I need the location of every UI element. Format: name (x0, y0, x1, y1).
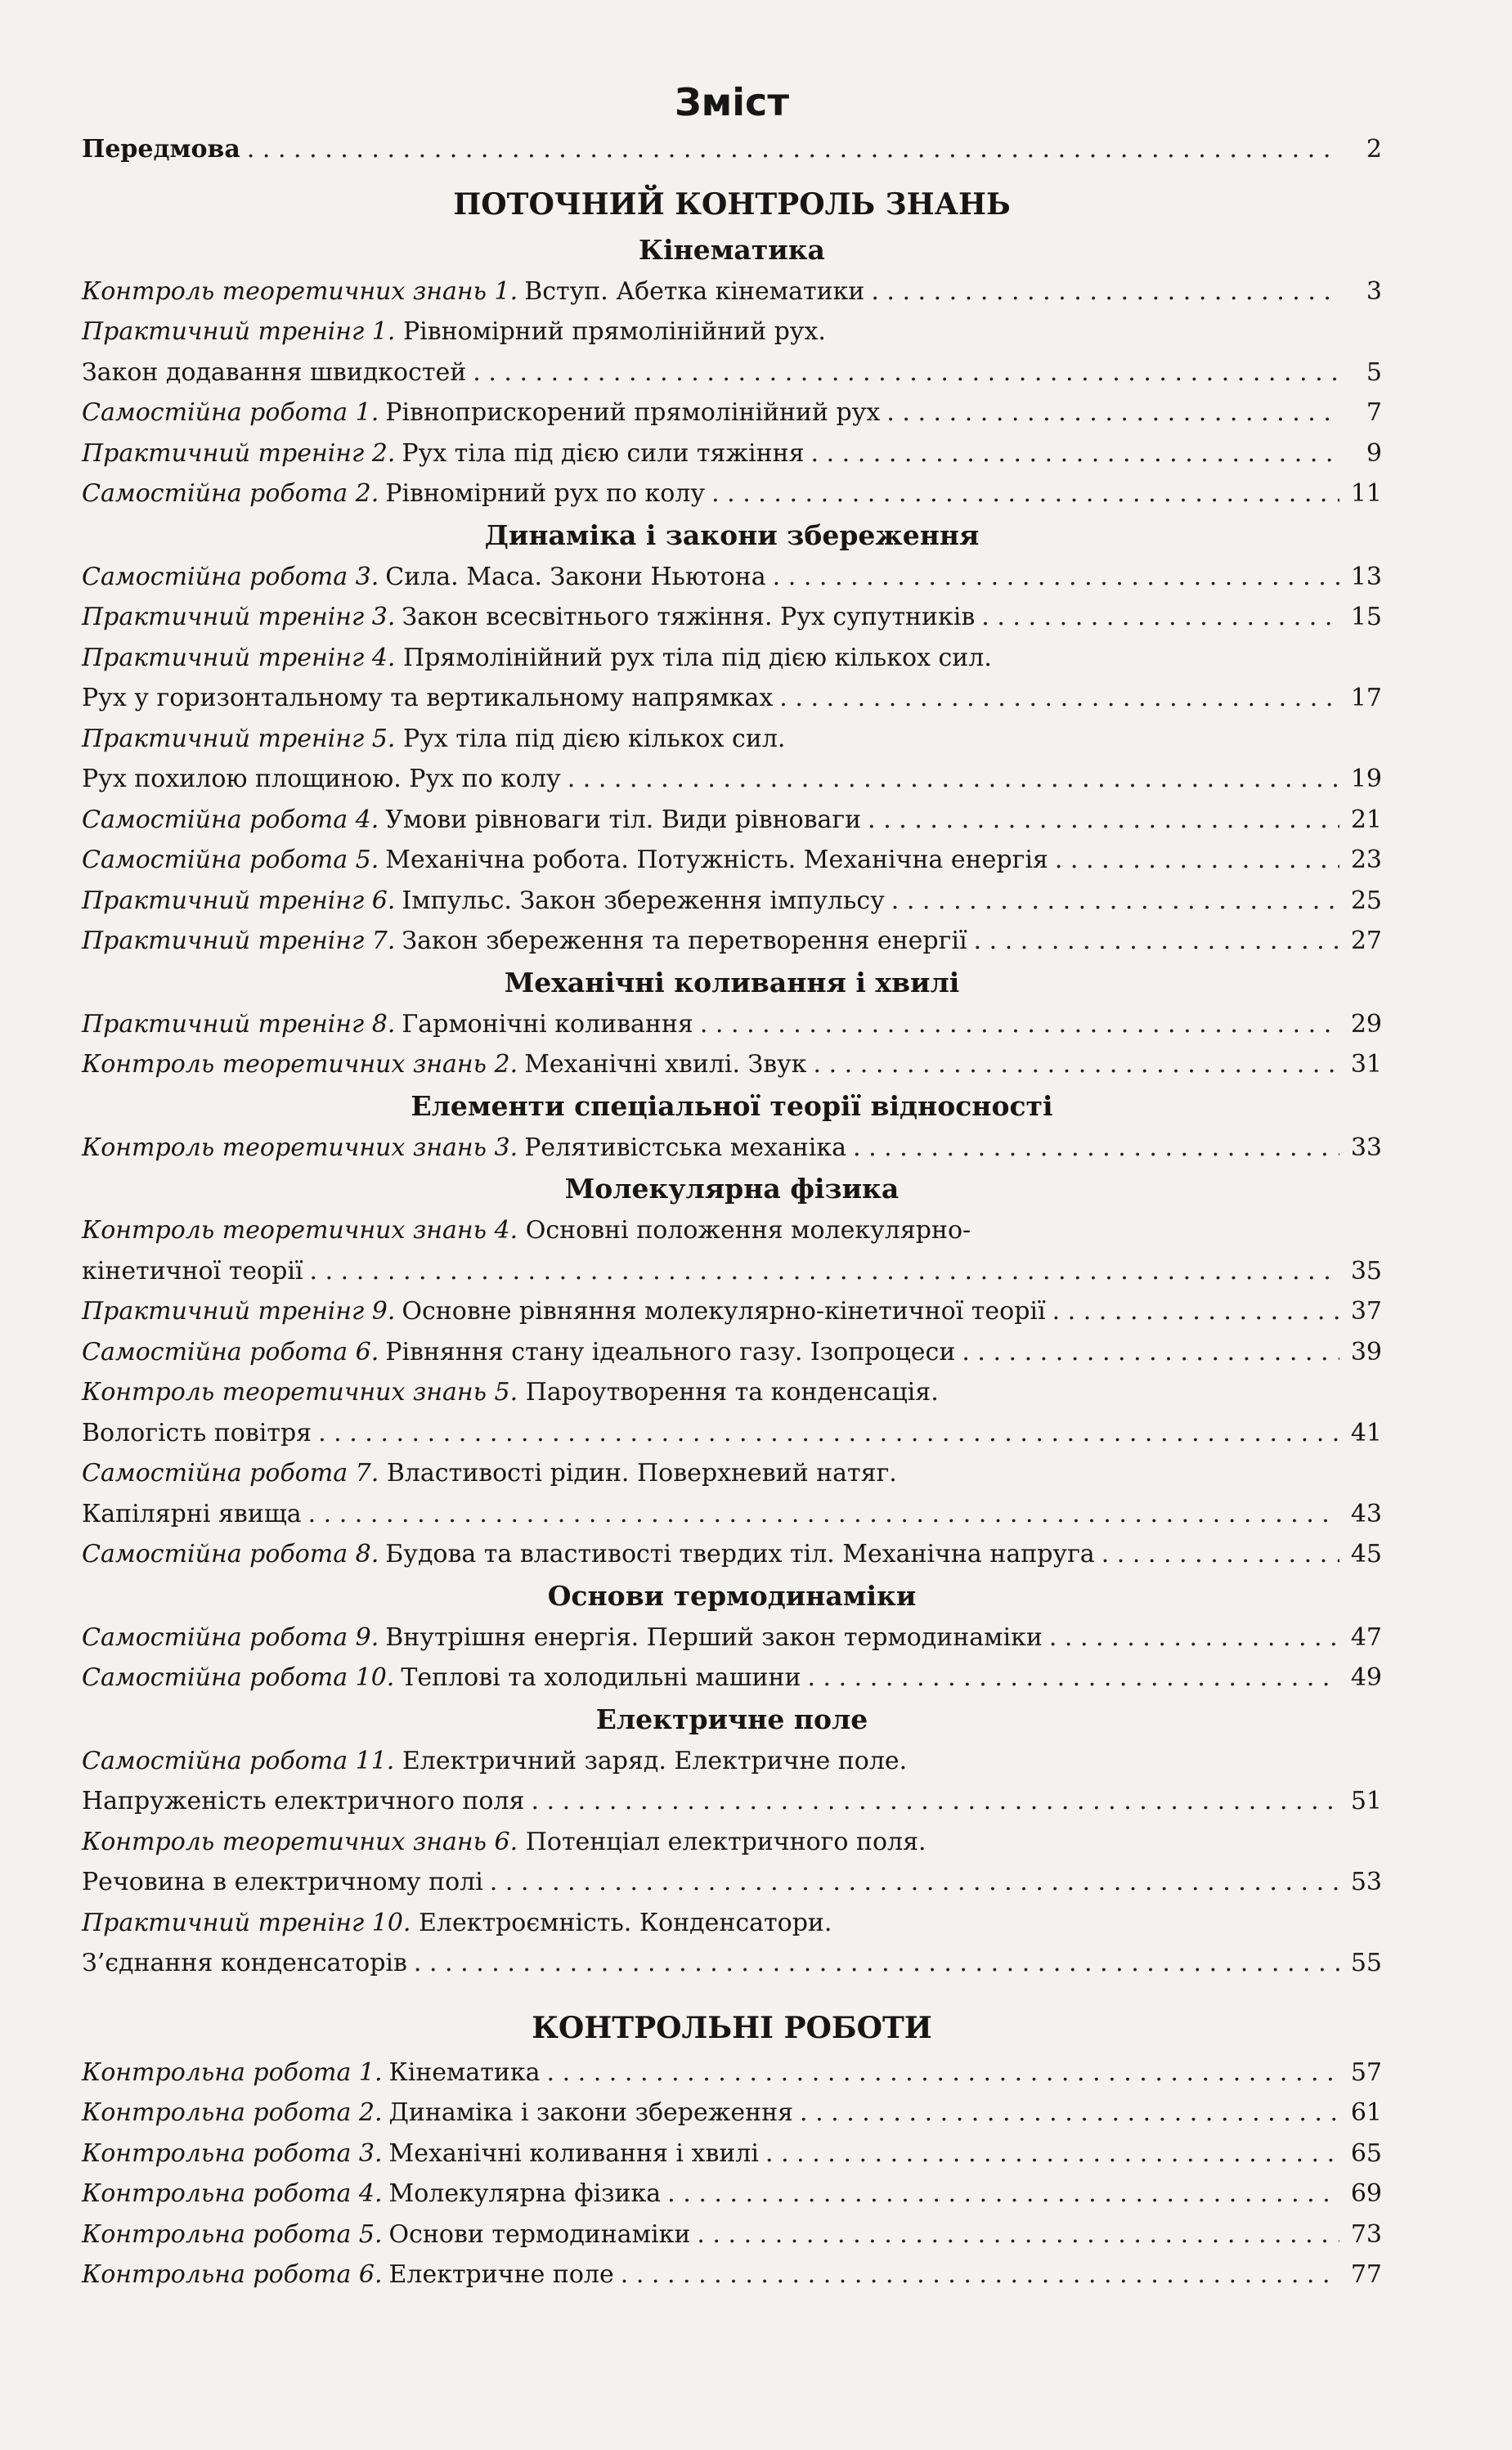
leader-dots (700, 1004, 1339, 1045)
entry-label: Самостійна робота 1. (82, 398, 379, 427)
toc-entry[interactable] (82, 393, 1382, 433)
entry-label: Практичний тренінг 8. (82, 1009, 396, 1039)
toc-entry[interactable] (82, 921, 1382, 962)
entry-label: Практичний тренінг 5. (82, 724, 396, 753)
entry-title: Прямолінійний рух тіла під дією кількох сил. (402, 643, 992, 672)
leader-dots (531, 1781, 1339, 1822)
leader-dots (779, 678, 1339, 719)
toc-entry[interactable] (82, 433, 1382, 474)
section-heading: Молекулярна фізика (564, 1173, 900, 1205)
leader-dots (800, 2093, 1339, 2134)
toc-entry-continuation[interactable] (82, 1943, 1382, 1984)
toc-entry[interactable] (82, 1534, 1382, 1575)
entry-title-cont: Речовина в електричному полі (82, 1868, 483, 1896)
leader-dots (871, 271, 1339, 312)
entry-page: 61 (1350, 2098, 1382, 2127)
entry-title: Гармонічні коливання (402, 1009, 693, 1039)
entry-label: Контрольна робота 5. (82, 2219, 383, 2249)
entry-label: Самостійна робота 11. (82, 1746, 395, 1775)
toc-entry[interactable] (82, 840, 1382, 881)
entry-title: Основи термодинаміки (388, 2219, 691, 2249)
toc-entry[interactable] (82, 1128, 1382, 1169)
entry-title: Молекулярна фізика (388, 2179, 662, 2208)
entry-title-cont: Капілярні явища (82, 1499, 302, 1528)
entry-label: Практичний тренінг 3. (82, 603, 396, 631)
leader-dots (568, 759, 1339, 800)
toc-entry[interactable] (82, 2255, 1382, 2295)
entry-title-cont: Рух похилою площиною. Рух по колу (82, 765, 561, 793)
section-heading: Кінематика (639, 233, 825, 266)
entry-page: 49 (1350, 1663, 1382, 1692)
toc-entry-continuation[interactable] (82, 352, 1382, 393)
entry-title-cont: Рух у горизонтальному та вертикальному напрямках (82, 684, 774, 712)
toc-entry-continuation[interactable] (82, 1781, 1382, 1822)
entry-page: 11 (1350, 479, 1382, 508)
entry-page: 21 (1350, 805, 1382, 834)
toc-entry-continuation[interactable] (82, 1494, 1382, 1535)
leader-dots (868, 800, 1339, 841)
section-heading: Основи термодинаміки (547, 1579, 917, 1612)
entry-page: 25 (1350, 886, 1382, 915)
toc-entry[interactable] (82, 1332, 1382, 1373)
entry-page: 19 (1350, 765, 1382, 793)
entry-title: Теплові та холодильні машини (401, 1663, 801, 1692)
entry-page: 29 (1350, 1009, 1382, 1039)
toc-entry-first-line[interactable] (82, 1822, 1382, 1863)
entry-page: 39 (1350, 1337, 1382, 1366)
entry-label: Самостійна робота 3. (82, 562, 379, 591)
leader-dots (1049, 1618, 1339, 1658)
entry-title: Будова та властивості твердих тіл. Механічна напруга (385, 1540, 1095, 1568)
toc-entry[interactable] (82, 800, 1382, 841)
entry-page: 51 (1350, 1787, 1382, 1815)
entry-title: Кінематика (388, 2057, 541, 2087)
entry-label: Самостійна робота 8. (82, 1540, 379, 1568)
leader-dots (310, 1251, 1339, 1292)
entry-title: Основне рівняння молекулярно-кінетичної теорії (402, 1297, 1046, 1326)
entry-page: 35 (1350, 1256, 1382, 1286)
entry-label: Контрольна робота 1. (82, 2057, 383, 2087)
entry-title: Властивості рідин. Поверхневий натяг. (386, 1459, 897, 1488)
entry-label: Практичний тренінг 6. (82, 886, 396, 915)
leader-dots (765, 2134, 1339, 2174)
entry-title: Релятивістська механіка (524, 1133, 847, 1162)
leader-dots (1052, 1291, 1339, 1332)
entry-title-cont: кінетичної теорії (82, 1256, 303, 1286)
toc-entry-intro[interactable] (82, 129, 1382, 170)
entry-label: Практичний тренінг 10. (82, 1908, 411, 1937)
toc-entry-continuation[interactable] (82, 678, 1382, 719)
leader-dots (807, 1658, 1339, 1698)
section-heading: Механічні коливання і хвилі (504, 966, 960, 998)
toc-entry[interactable] (82, 1658, 1382, 1698)
leader-dots (547, 2053, 1339, 2093)
entry-title: Пароутворення та конденсація. (525, 1378, 939, 1407)
entry-title: Сила. Маса. Закони Ньютона (385, 562, 766, 591)
toc-entry-first-line[interactable] (82, 312, 1382, 352)
toc-entry-first-line[interactable] (82, 1903, 1382, 1944)
entry-label: Практичний тренінг 7. (82, 927, 396, 955)
section-heading: Елементи спеціальної теорії відносності (411, 1089, 1053, 1122)
entry-page: 65 (1350, 2138, 1382, 2168)
leader-dots (773, 557, 1339, 598)
entry-title: Рух тіла під дією кількох сил. (402, 724, 786, 753)
leader-dots (473, 352, 1339, 393)
entry-title: Рівноприскорений прямолінійний рух (385, 398, 881, 427)
leader-dots (1101, 1534, 1339, 1575)
entry-label: Контроль теоретичних знань 6. (82, 1827, 518, 1856)
leader-dots (814, 1044, 1339, 1085)
toc-entry[interactable] (82, 1004, 1382, 1045)
toc-entry[interactable] (82, 2093, 1382, 2134)
entry-page: 33 (1350, 1133, 1382, 1162)
entry-title: Рух тіла під дією сили тяжіння (402, 438, 805, 468)
entry-label: Самостійна робота 7. (82, 1459, 379, 1488)
entry-title: Механічні коливання і хвилі (388, 2138, 760, 2168)
entry-title: Механічні хвилі. Звук (524, 1050, 807, 1079)
toc-entry[interactable] (82, 597, 1382, 638)
entry-label: Контрольна робота 6. (82, 2260, 383, 2289)
entry-page: 57 (1350, 2057, 1382, 2087)
entry-title: Вступ. Абетка кінематики (524, 276, 865, 306)
entry-label: Практичний тренінг 1. (82, 317, 396, 346)
entry-page: 77 (1350, 2260, 1382, 2289)
toc-entry[interactable] (82, 2174, 1382, 2214)
leader-dots (697, 2214, 1339, 2255)
part-heading-current-control: ПОТОЧНИЙ КОНТРОЛЬ ЗНАНЬ (453, 186, 1011, 222)
entry-label: Контроль теоретичних знань 3. (82, 1133, 518, 1162)
entry-label: Практичний тренінг 4. (82, 643, 396, 672)
section-heading: Динаміка і закони збереження (484, 518, 980, 551)
toc-entry[interactable] (82, 271, 1382, 312)
entry-title: Закон збереження та перетворення енергії (402, 927, 967, 955)
entry-page: 41 (1350, 1418, 1382, 1447)
entry-title-cont: Напруженість електричного поля (82, 1787, 525, 1815)
entry-page: 31 (1350, 1050, 1382, 1079)
toc (82, 75, 1382, 2295)
toc-entry-first-line[interactable] (82, 1372, 1382, 1413)
entry-page: 45 (1350, 1540, 1382, 1568)
entry-page: 5 (1366, 357, 1382, 387)
toc-entry[interactable] (82, 1291, 1382, 1332)
entry-title: Механічна робота. Потужність. Механічна енергія (385, 846, 1048, 874)
section-heading: Електричне поле (595, 1703, 868, 1735)
leader-dots (621, 2255, 1339, 2295)
leader-dots (490, 1862, 1339, 1903)
entry-page: 7 (1366, 398, 1382, 427)
leader-dots (853, 1128, 1339, 1169)
entry-page: 3 (1366, 276, 1382, 306)
entry-title: Внутрішня енергія. Перший закон термодинаміки (385, 1622, 1043, 1652)
entry-title: Електроємність. Конденсатори. (419, 1908, 832, 1937)
entry-label: Контрольна робота 4. (82, 2179, 383, 2208)
entry-page: 2 (1366, 135, 1382, 164)
entry-title: Імпульс. Закон збереження імпульсу (402, 886, 885, 915)
entry-label: Контроль теоретичних знань 4. (82, 1216, 518, 1245)
toc-entry-first-line[interactable] (82, 638, 1382, 679)
entry-label: Контрольна робота 2. (82, 2098, 383, 2127)
entry-label: Самостійна робота 10. (82, 1663, 395, 1692)
entry-label: Контроль теоретичних знань 2. (82, 1050, 518, 1079)
entry-title-cont: З’єднання конденсаторів (82, 1949, 407, 1977)
entry-label: Контрольна робота 3. (82, 2138, 383, 2168)
toc-entry-continuation[interactable] (82, 1413, 1382, 1454)
leader-dots (981, 597, 1339, 638)
entry-page: 43 (1350, 1499, 1382, 1528)
entry-label: Контроль теоретичних знань 1. (82, 276, 518, 306)
entry-title: Потенціал електричного поля. (525, 1827, 926, 1856)
entry-title: Основні положення молекулярно- (525, 1216, 971, 1245)
toc-entry[interactable] (82, 473, 1382, 514)
leader-dots (974, 921, 1339, 962)
entry-label: Контроль теоретичних знань 5. (82, 1378, 518, 1407)
entry-page: 9 (1366, 438, 1382, 468)
toc-entry-first-line[interactable] (82, 1210, 1382, 1251)
leader-dots (414, 1943, 1339, 1984)
entry-title: Електричний заряд. Електричне поле. (402, 1746, 908, 1775)
entry-title-cont: Вологість повітря (82, 1418, 312, 1447)
part-heading-tests: КОНТРОЛЬНІ РОБОТИ (532, 2010, 932, 2045)
entry-page: 73 (1350, 2219, 1382, 2249)
toc-entry-continuation[interactable] (82, 1251, 1382, 1292)
entry-page: 13 (1350, 562, 1382, 591)
leader-dots (667, 2174, 1339, 2214)
entry-label: Самостійна робота 6. (82, 1337, 379, 1366)
toc-entry-continuation[interactable] (82, 1862, 1382, 1903)
leader-dots (1055, 840, 1339, 881)
entry-page: 53 (1350, 1868, 1382, 1896)
entry-label: Самостійна робота 4. (82, 805, 379, 834)
toc-entry[interactable] (82, 881, 1382, 922)
entry-label: Практичний тренінг 2. (82, 438, 396, 468)
toc-entry-continuation[interactable] (82, 759, 1382, 800)
entry-page: 27 (1350, 927, 1382, 955)
toc-entry[interactable] (82, 1044, 1382, 1085)
entry-title: Умови рівноваги тіл. Види рівноваги (385, 805, 862, 834)
entry-label: Самостійна робота 9. (82, 1622, 379, 1652)
toc-entry-first-line[interactable] (82, 1741, 1382, 1782)
entry-title: Передмова (82, 135, 240, 164)
entry-page: 37 (1350, 1297, 1382, 1326)
entry-page: 17 (1350, 684, 1382, 712)
entry-title: Рівномірний рух по колу (385, 479, 706, 508)
entry-label: Практичний тренінг 9. (82, 1297, 396, 1326)
entry-page: 55 (1350, 1949, 1382, 1977)
leader-dots (811, 433, 1340, 474)
entry-title-cont: Закон додавання швидкостей (82, 357, 467, 387)
toc-entry[interactable] (82, 2134, 1382, 2174)
leader-dots (891, 881, 1339, 922)
leader-dots (962, 1332, 1339, 1373)
entry-page: 47 (1350, 1622, 1382, 1652)
entry-title: Динаміка і закони збереження (388, 2098, 793, 2127)
toc-entry-first-line[interactable] (82, 719, 1382, 760)
entry-page: 69 (1350, 2179, 1382, 2208)
leader-dots (886, 393, 1339, 433)
leader-dots (247, 129, 1339, 170)
entry-page: 23 (1350, 846, 1382, 874)
entry-label: Самостійна робота 5. (82, 846, 379, 874)
leader-dots (308, 1494, 1339, 1535)
toc-entry[interactable] (82, 1618, 1382, 1658)
leader-dots (711, 473, 1339, 514)
entry-title: Рівняння стану ідеального газу. Ізопроцеси (385, 1337, 956, 1366)
entry-page: 15 (1350, 603, 1382, 631)
toc-entry-first-line[interactable] (82, 1453, 1382, 1494)
entry-title: Рівномірний прямолінійний рух. (402, 317, 826, 346)
entry-label: Самостійна робота 2. (82, 479, 379, 508)
leader-dots (318, 1413, 1339, 1454)
entry-title: Електричне поле (388, 2260, 614, 2289)
toc-entry[interactable] (82, 557, 1382, 598)
toc-entry[interactable] (82, 2053, 1382, 2093)
page-title: Зміст (675, 80, 789, 124)
entry-title: Закон всесвітнього тяжіння. Рух супутників (402, 603, 976, 631)
toc-entry[interactable] (82, 2214, 1382, 2255)
